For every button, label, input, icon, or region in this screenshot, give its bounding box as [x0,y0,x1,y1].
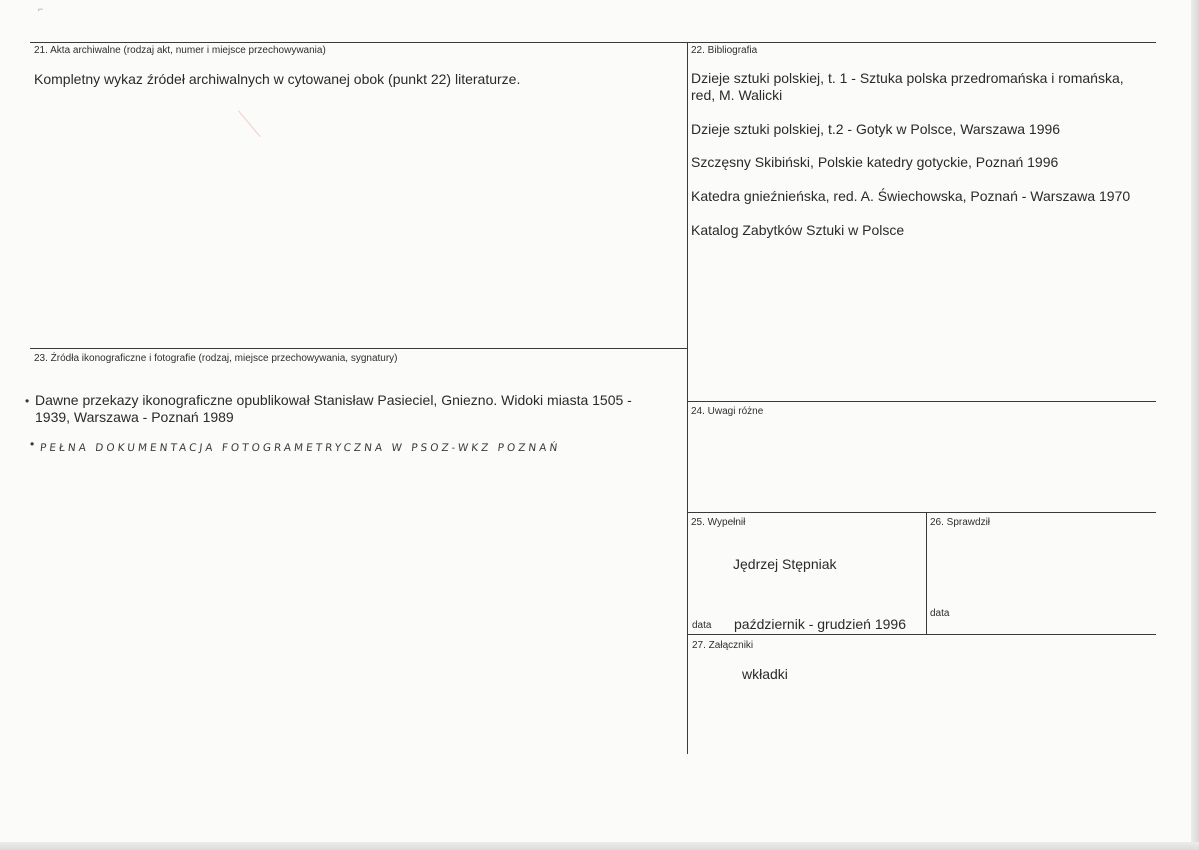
paper-edge-right [1191,0,1199,850]
section-21-label: 21. Akta archiwalne (rodzaj akt, numer i miejsce przechowywania) [34,45,326,56]
section-24-label: 24. Uwagi różne [691,406,764,417]
scan-speck: ⌐ [38,4,44,14]
handwritten-note: PEŁNA DOKUMENTACJA FOTOGRAMETRYCZNA W PSOZ-WKZ POZNAŃ [39,442,561,454]
paper-edge-bottom [0,842,1199,850]
bibliography-entry: Dzieje sztuki polskiej, t.2 - Gotyk w Polsce, Warszawa 1996 [691,121,1061,137]
bibliography-entry: Dzieje sztuki polskiej, t. 1 - Sztuka polska przedromańska i romańska, red, M. Walicki [691,70,1124,103]
attachments-text: wkładki [742,666,788,682]
section-25-26-divider-line [926,512,927,634]
bullet-dot: • [25,394,30,408]
top-border-line [30,42,1156,43]
section-27-label: 27. Załączniki [692,640,754,651]
section-23-top-line [30,348,687,349]
bibliography-entry: Katalog Zabytków Sztuki w Polsce [691,222,905,238]
section-25-top-line [687,512,1156,513]
filled-date: październik - grudzień 1996 [734,616,906,632]
section-21-text: Kompletny wykaz źródeł archiwalnych w cytowanej obok (punkt 22) literaturze. [34,71,521,87]
section-23-label: 23. Źródła ikonograficzne i fotografie (rodzaj, miejsce przechowywania, sygnatury) [34,353,398,364]
section-26-label: 26. Sprawdził [930,517,991,528]
bullet-dot: • [30,437,35,451]
center-divider-line [687,42,688,754]
section-25-label: 25. Wypełnił [691,517,746,528]
bibliography-entry: Szczęsny Skibiński, Polskie katedry gotyckie, Poznań 1996 [691,154,1059,170]
section-25-date-label: data [692,620,712,631]
section-27-top-line [687,634,1156,635]
section-22-label: 22. Bibliografia [691,45,758,56]
section-24-top-line [687,401,1156,402]
section-26-date-label: data [930,608,950,619]
filled-by-name: Jędrzej Stępniak [733,556,837,572]
bibliography-entry: Katedra gnieźnieńska, red. A. Świechowska, Poznań - Warszawa 1970 [691,188,1131,204]
section-23-item: Dawne przekazy ikonograficzne opublikował Stanisław Pasieciel, Gniezno. Widoki miasta 1505 - 1939, Warszawa - Poznań 1989 [35,392,632,425]
